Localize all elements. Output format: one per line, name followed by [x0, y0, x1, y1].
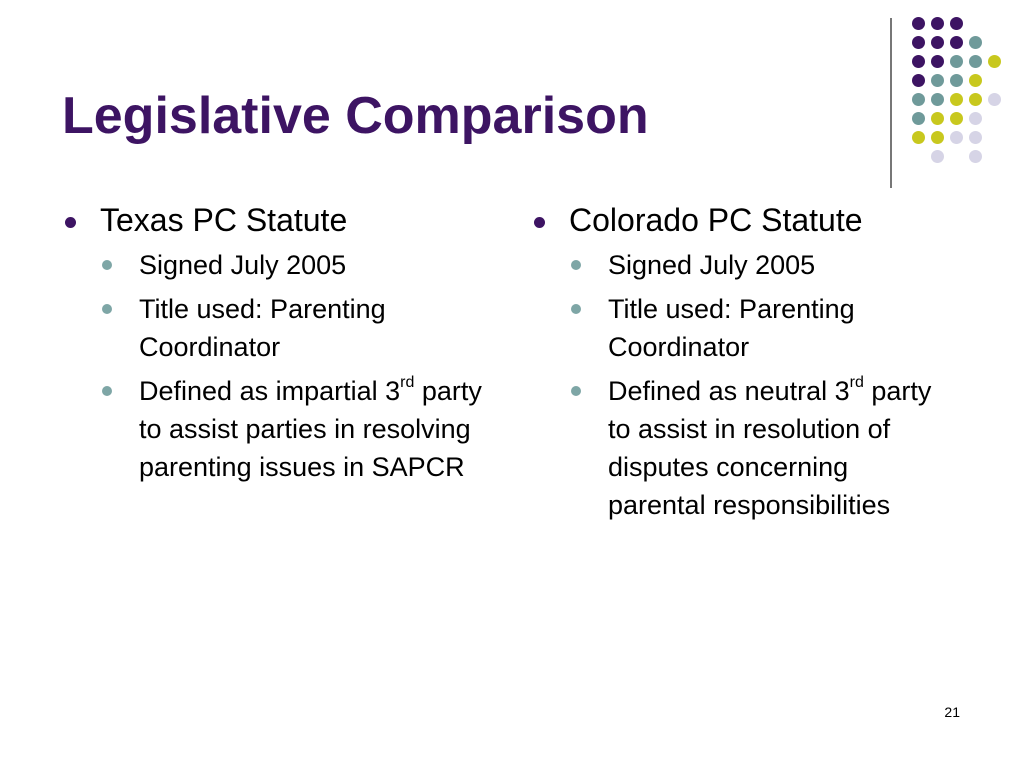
- colorado-definition-start: Defined as neutral 3: [608, 376, 850, 406]
- texas-item-definition: [100, 372, 482, 486]
- decorative-dot-purple: [950, 17, 963, 30]
- decorative-dot-purple: [912, 74, 925, 87]
- colorado-item-definition: [569, 372, 951, 524]
- decorative-dot-lavender: [931, 150, 944, 163]
- texas-heading: Texas PC Statute: [100, 202, 348, 238]
- decorative-dot-lavender: [950, 131, 963, 144]
- decorative-dot-teal: [950, 74, 963, 87]
- texas-heading-bullet: [62, 198, 482, 242]
- texas-item-title-text: Title used: Parenting Coordinator: [139, 294, 386, 362]
- colorado-heading: Colorado PC Statute: [569, 202, 863, 238]
- decorative-dot-olive: [988, 55, 1001, 68]
- texas-item-signed: [100, 246, 482, 284]
- decorative-dot-purple: [931, 36, 944, 49]
- decorative-dot-purple: [912, 17, 925, 30]
- texas-column: [62, 198, 482, 492]
- texas-definition-superscript: rd: [400, 374, 415, 391]
- decorative-dot-teal: [931, 93, 944, 106]
- decorative-dot-teal: [912, 93, 925, 106]
- texas-sub-list: [62, 246, 482, 486]
- page-number: 21: [944, 704, 960, 720]
- decorative-dot-purple: [950, 36, 963, 49]
- colorado-item-signed: [569, 246, 951, 284]
- colorado-item-title: [569, 290, 951, 366]
- decorative-dot-teal: [912, 112, 925, 125]
- decorative-dot-olive: [969, 93, 982, 106]
- decorative-dot-lavender: [969, 131, 982, 144]
- decorative-dot-purple: [931, 17, 944, 30]
- colorado-item-signed-text: Signed July 2005: [608, 250, 816, 280]
- decorative-dot-olive: [950, 112, 963, 125]
- decorative-dot-grid: [0, 0, 1024, 200]
- decorative-dot-teal: [969, 55, 982, 68]
- colorado-sub-list: [531, 246, 951, 524]
- decorative-dot-purple: [912, 36, 925, 49]
- colorado-column: [531, 198, 951, 530]
- decorative-dot-lavender: [969, 150, 982, 163]
- decorative-dot-teal: [950, 55, 963, 68]
- decorative-dot-lavender: [988, 93, 1001, 106]
- decorative-dot-olive: [931, 112, 944, 125]
- decorative-dot-olive: [912, 131, 925, 144]
- colorado-item-title-text: Title used: Parenting Coordinator: [608, 294, 855, 362]
- decorative-dot-olive: [950, 93, 963, 106]
- decorative-dot-olive: [969, 74, 982, 87]
- slide-title: Legislative Comparison: [62, 87, 649, 145]
- colorado-definition-end: party to assist in resolution of disputes concerning parental responsibilities: [608, 376, 932, 520]
- decorative-dot-teal: [969, 36, 982, 49]
- decorative-dot-purple: [931, 55, 944, 68]
- texas-definition-start: Defined as impartial 3: [139, 376, 401, 406]
- decorative-dot-purple: [912, 55, 925, 68]
- texas-item-title: [100, 290, 482, 366]
- decorative-dot-olive: [931, 131, 944, 144]
- colorado-definition-superscript: rd: [849, 374, 864, 391]
- texas-definition-end: party to assist parties in resolving parenting issues in SAPCR: [139, 376, 482, 482]
- decorative-dot-lavender: [969, 112, 982, 125]
- colorado-heading-bullet: [531, 198, 951, 242]
- decorative-dot-teal: [931, 74, 944, 87]
- texas-item-signed-text: Signed July 2005: [139, 250, 347, 280]
